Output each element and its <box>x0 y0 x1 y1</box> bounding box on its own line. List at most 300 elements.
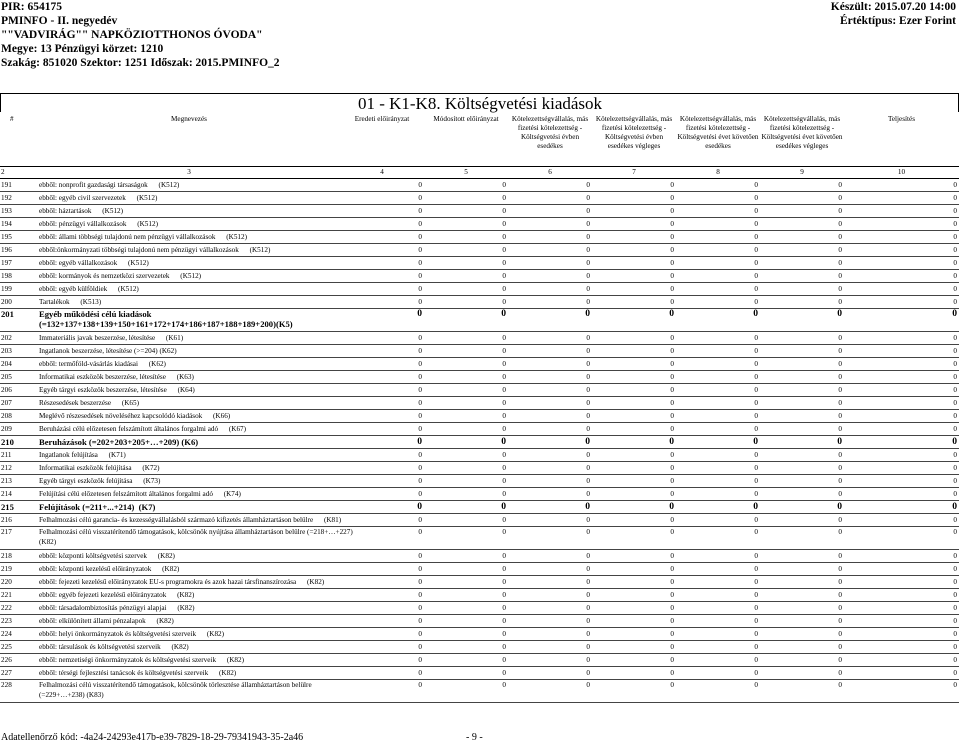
row-number: 192 <box>0 192 38 205</box>
row-value: 0 <box>424 384 508 397</box>
table-row <box>0 410 959 423</box>
row-number: 225 <box>0 641 38 654</box>
row-value: 0 <box>424 628 508 641</box>
row-value: 0 <box>592 602 676 615</box>
row-number: 212 <box>0 462 38 475</box>
row-value: 0 <box>424 475 508 488</box>
row-label-text: ebből: központi költségvetési szervek (K82) <box>39 552 175 560</box>
row-value: 0 <box>760 501 844 514</box>
row-value: 0 <box>508 680 592 703</box>
row-label <box>38 641 340 654</box>
row-value: 0 <box>676 296 760 309</box>
col-number: 5 <box>424 167 508 179</box>
row-value: 0 <box>676 371 760 384</box>
row-value: 0 <box>676 358 760 371</box>
row-value: 0 <box>676 514 760 527</box>
row-value: 0 <box>592 628 676 641</box>
row-value: 0 <box>676 527 760 550</box>
row-number: 222 <box>0 602 38 615</box>
row-value: 0 <box>340 283 424 296</box>
row-value: 0 <box>340 384 424 397</box>
row-value: 0 <box>424 602 508 615</box>
row-value: 0 <box>844 576 959 589</box>
row-value: 0 <box>844 501 959 514</box>
row-value: 0 <box>424 257 508 270</box>
header-line: Szakág: 851020 Szektor: 1251 Időszak: 2015.PMINFO_2 <box>1 57 280 69</box>
row-number: 219 <box>0 563 38 576</box>
row-value: 0 <box>676 205 760 218</box>
table-row <box>0 179 959 192</box>
row-number: 199 <box>0 283 38 296</box>
col-number: 3 <box>38 167 340 179</box>
row-label-text: Egyéb működési célú kiadások <box>39 309 152 319</box>
report-header-left <box>1 0 280 70</box>
row-value: 0 <box>676 257 760 270</box>
row-value: 0 <box>340 436 424 449</box>
row-value: 0 <box>340 576 424 589</box>
row-label-text: ebből: egyéb civil szervezetek (K512) <box>39 194 158 202</box>
row-value: 0 <box>340 501 424 514</box>
row-value: 0 <box>844 371 959 384</box>
row-value: 0 <box>508 550 592 563</box>
row-value: 0 <box>760 462 844 475</box>
row-label-text: Immateriális javak beszerzése, létesítése (K61) <box>39 334 184 342</box>
row-value: 0 <box>508 244 592 257</box>
row-value: 0 <box>508 667 592 680</box>
row-value: 0 <box>844 270 959 283</box>
row-value: 0 <box>340 397 424 410</box>
row-number: 215 <box>0 501 38 514</box>
row-label <box>38 192 340 205</box>
row-value: 0 <box>424 296 508 309</box>
row-value: 0 <box>760 475 844 488</box>
row-value: 0 <box>844 205 959 218</box>
row-value: 0 <box>424 283 508 296</box>
row-label <box>38 563 340 576</box>
row-value: 0 <box>844 602 959 615</box>
row-value: 0 <box>676 423 760 436</box>
row-value: 0 <box>844 410 959 423</box>
row-value: 0 <box>676 628 760 641</box>
row-value: 0 <box>676 615 760 628</box>
table-row <box>0 332 959 345</box>
row-value: 0 <box>844 667 959 680</box>
row-value: 0 <box>340 205 424 218</box>
row-value: 0 <box>340 192 424 205</box>
header-line: Értéktípus: Ezer Forint <box>839 15 956 27</box>
row-number: 220 <box>0 576 38 589</box>
row-value: 0 <box>760 667 844 680</box>
row-value: 0 <box>844 218 959 231</box>
row-value: 0 <box>424 527 508 550</box>
table-row <box>0 667 959 680</box>
row-value: 0 <box>844 192 959 205</box>
row-value: 0 <box>844 641 959 654</box>
row-label <box>38 296 340 309</box>
col-header-modified: Módosított előirányzat <box>433 115 499 123</box>
row-label-text: Felhalmozási célú visszatérítendő támogatások, kölcsönök nyújtása államháztartáson belülre (=218+…+227) <box>39 528 353 536</box>
row-value: 0 <box>508 475 592 488</box>
row-value: 0 <box>424 501 508 514</box>
row-label <box>38 218 340 231</box>
row-number: 207 <box>0 397 38 410</box>
row-value: 0 <box>340 218 424 231</box>
row-value: 0 <box>592 449 676 462</box>
table-row <box>0 218 959 231</box>
table-row <box>0 462 959 475</box>
row-value: 0 <box>676 654 760 667</box>
row-value: 0 <box>760 563 844 576</box>
row-number: 228 <box>0 680 38 703</box>
row-value: 0 <box>340 410 424 423</box>
row-value: 0 <box>508 358 592 371</box>
row-label-text: ebből: társadalombiztosítás pénzügyi alapjai (K82) <box>39 604 195 612</box>
row-label <box>38 244 340 257</box>
row-value: 0 <box>592 475 676 488</box>
row-value: 0 <box>424 192 508 205</box>
row-label-text: ebből: pénzügyi vállalkozások (K512) <box>39 220 158 228</box>
row-value: 0 <box>424 410 508 423</box>
table-row <box>0 397 959 410</box>
row-value: 0 <box>592 501 676 514</box>
row-number: 213 <box>0 475 38 488</box>
table-row <box>0 576 959 589</box>
row-value: 0 <box>340 231 424 244</box>
row-number: 191 <box>0 179 38 192</box>
row-value: 0 <box>340 309 424 332</box>
row-label <box>38 384 340 397</box>
row-value: 0 <box>760 205 844 218</box>
header-line: PIR: 654175 <box>1 1 63 13</box>
row-label-text: Felújítási célú előzetesen felszámított általános forgalmi adó (K74) <box>39 490 241 498</box>
row-value: 0 <box>424 654 508 667</box>
row-value: 0 <box>592 423 676 436</box>
row-label-text: Felhalmozási célú garancia- és kezességvállalásból származó kifizetés államháztartáson belülre (K81) <box>39 516 342 524</box>
row-value: 0 <box>592 667 676 680</box>
col-number: 10 <box>844 167 959 179</box>
row-value: 0 <box>424 589 508 602</box>
row-value: 0 <box>424 680 508 703</box>
row-label <box>38 550 340 563</box>
row-value: 0 <box>592 192 676 205</box>
row-value: 0 <box>424 218 508 231</box>
row-label <box>38 332 340 345</box>
table-row <box>0 231 959 244</box>
row-value: 0 <box>592 488 676 501</box>
row-value: 0 <box>760 514 844 527</box>
row-number: 224 <box>0 628 38 641</box>
row-value: 0 <box>760 257 844 270</box>
row-label-text: Egyéb tárgyi eszközök felújítása (K73) <box>39 477 161 485</box>
row-value: 0 <box>676 576 760 589</box>
row-value: 0 <box>424 576 508 589</box>
row-value: 0 <box>508 589 592 602</box>
row-value: 0 <box>844 257 959 270</box>
row-value: 0 <box>844 296 959 309</box>
report-title: 01 - K1-K8. Költségvetési kiadások <box>357 94 603 113</box>
row-value: 0 <box>592 179 676 192</box>
header-line: Megye: 13 Pénzügyi körzet: 1210 <box>1 43 164 55</box>
col-number: 9 <box>760 167 844 179</box>
row-value: 0 <box>508 283 592 296</box>
table-row <box>0 680 959 703</box>
row-label <box>38 179 340 192</box>
row-value: 0 <box>340 270 424 283</box>
row-value: 0 <box>676 244 760 257</box>
header-line: Készült: 2015.07.20 14:00 <box>830 1 956 13</box>
row-value: 0 <box>676 231 760 244</box>
row-value: 0 <box>592 283 676 296</box>
table-row <box>0 436 959 449</box>
row-value: 0 <box>508 192 592 205</box>
row-number: 217 <box>0 527 38 550</box>
row-value: 0 <box>760 654 844 667</box>
row-value: 0 <box>676 501 760 514</box>
row-value: 0 <box>676 550 760 563</box>
row-value: 0 <box>592 244 676 257</box>
table-row <box>0 283 959 296</box>
row-value: 0 <box>424 179 508 192</box>
row-number: 204 <box>0 358 38 371</box>
table-row <box>0 589 959 602</box>
header-line: ""VADVIRÁG"" NAPKÖZIOTTHONOS ÓVODA" <box>1 29 263 41</box>
row-value: 0 <box>508 527 592 550</box>
row-label-text-cont: (K82) <box>39 538 57 546</box>
row-label-text: ebből: fejezeti kezelésű előirányzatok EU-s programokra és azok hazai társfinanszírozása (K82) <box>39 578 325 586</box>
col-header-c8: Kötelezettségvállalás, más fizetési kötelezettség - Költségvetési évet követően esedékes végleges <box>761 115 843 150</box>
row-label-text: Egyéb tárgyi eszközök beszerzése, létesítése (K64) <box>39 386 195 394</box>
row-value: 0 <box>844 488 959 501</box>
row-value: 0 <box>592 397 676 410</box>
row-number: 198 <box>0 270 38 283</box>
row-value: 0 <box>508 576 592 589</box>
row-value: 0 <box>844 628 959 641</box>
row-value: 0 <box>508 628 592 641</box>
page-number: - 9 - <box>466 732 483 743</box>
row-value: 0 <box>508 641 592 654</box>
row-value: 0 <box>508 410 592 423</box>
row-value: 0 <box>508 514 592 527</box>
row-label <box>38 397 340 410</box>
row-label-text: ebből: állami többségi tulajdonú nem pénzügyi vállalkozások (K512) <box>39 233 247 241</box>
col-header-c5: Kötelezettségvállalás, más fizetési kötelezettség - Költségvetési évben esedékes <box>511 115 589 150</box>
col-header-c7: Kötelezettségvállalás, más fizetési kötelezettség - Költségvetési évet követően esedékes <box>677 115 759 150</box>
row-value: 0 <box>508 436 592 449</box>
row-label-text: Részesedések beszerzése (K65) <box>39 399 139 407</box>
column-number-row <box>0 167 959 179</box>
row-value: 0 <box>424 550 508 563</box>
row-value: 0 <box>508 205 592 218</box>
row-number: 196 <box>0 244 38 257</box>
row-value: 0 <box>592 576 676 589</box>
row-value: 0 <box>508 371 592 384</box>
table-row <box>0 358 959 371</box>
col-header-original: Eredeti előirányzat <box>354 115 410 123</box>
row-value: 0 <box>340 296 424 309</box>
row-value: 0 <box>676 563 760 576</box>
table-row <box>0 514 959 527</box>
row-value: 0 <box>508 563 592 576</box>
row-value: 0 <box>760 283 844 296</box>
table-row <box>0 192 959 205</box>
row-label <box>38 410 340 423</box>
row-value: 0 <box>340 628 424 641</box>
row-value: 0 <box>508 218 592 231</box>
row-value: 0 <box>760 358 844 371</box>
row-label <box>38 371 340 384</box>
row-number: 201 <box>0 309 38 332</box>
row-value: 0 <box>508 332 592 345</box>
row-label <box>38 628 340 641</box>
row-value: 0 <box>424 270 508 283</box>
row-value: 0 <box>592 371 676 384</box>
row-value: 0 <box>340 423 424 436</box>
row-label <box>38 436 340 449</box>
row-value: 0 <box>844 309 959 332</box>
row-value: 0 <box>676 309 760 332</box>
row-value: 0 <box>592 205 676 218</box>
table-row <box>0 270 959 283</box>
row-value: 0 <box>844 332 959 345</box>
row-label <box>38 615 340 628</box>
row-label <box>38 345 340 358</box>
row-value: 0 <box>676 449 760 462</box>
row-label-text: ebből: helyi önkormányzatok és költségvetési szerveik (K82) <box>39 630 225 638</box>
row-value: 0 <box>760 641 844 654</box>
row-value: 0 <box>676 436 760 449</box>
row-value: 0 <box>844 589 959 602</box>
row-value: 0 <box>424 397 508 410</box>
row-value: 0 <box>340 488 424 501</box>
row-label-text-cont: (=229+…+238) (K83) <box>39 691 104 699</box>
table-row <box>0 371 959 384</box>
row-value: 0 <box>760 192 844 205</box>
row-label <box>38 488 340 501</box>
row-label-text: Beruházások (=202+203+205+…+209) (K6) <box>39 437 199 447</box>
table-row <box>0 602 959 615</box>
row-value: 0 <box>508 231 592 244</box>
row-value: 0 <box>508 501 592 514</box>
row-value: 0 <box>676 270 760 283</box>
row-value: 0 <box>760 410 844 423</box>
row-number: 197 <box>0 257 38 270</box>
row-value: 0 <box>508 602 592 615</box>
row-label-text: Informatikai eszközök felújítása (K72) <box>39 464 160 472</box>
row-value: 0 <box>340 371 424 384</box>
row-value: 0 <box>592 514 676 527</box>
row-value: 0 <box>844 449 959 462</box>
table-row <box>0 615 959 628</box>
row-value: 0 <box>844 475 959 488</box>
row-value: 0 <box>424 371 508 384</box>
table-row <box>0 309 959 332</box>
table-row <box>0 550 959 563</box>
row-value: 0 <box>340 654 424 667</box>
row-number: 195 <box>0 231 38 244</box>
row-label <box>38 527 353 550</box>
row-value: 0 <box>424 436 508 449</box>
row-value: 0 <box>676 475 760 488</box>
row-value: 0 <box>676 192 760 205</box>
row-number: 200 <box>0 296 38 309</box>
row-value: 0 <box>340 332 424 345</box>
row-value: 0 <box>340 462 424 475</box>
row-number: 209 <box>0 423 38 436</box>
row-value: 0 <box>340 257 424 270</box>
row-value: 0 <box>760 423 844 436</box>
row-value: 0 <box>844 462 959 475</box>
row-value: 0 <box>676 218 760 231</box>
row-value: 0 <box>676 384 760 397</box>
row-value: 0 <box>340 514 424 527</box>
row-value: 0 <box>508 654 592 667</box>
row-number: 211 <box>0 449 38 462</box>
row-label-text: ebből: kormányok és nemzetközi szervezetek (K512) <box>39 272 202 280</box>
row-label <box>38 667 340 680</box>
report-header-right <box>831 0 956 28</box>
row-value: 0 <box>760 628 844 641</box>
row-value: 0 <box>844 384 959 397</box>
row-value: 0 <box>760 270 844 283</box>
row-label <box>38 358 340 371</box>
row-value: 0 <box>592 436 676 449</box>
row-value: 0 <box>592 332 676 345</box>
row-label <box>38 576 340 589</box>
row-value: 0 <box>760 345 844 358</box>
row-value: 0 <box>676 462 760 475</box>
row-label <box>38 423 340 436</box>
row-number: 226 <box>0 654 38 667</box>
row-value: 0 <box>508 296 592 309</box>
row-value: 0 <box>508 423 592 436</box>
row-value: 0 <box>340 449 424 462</box>
row-value: 0 <box>592 550 676 563</box>
row-label <box>38 680 340 703</box>
row-label-text: Ingatlanok beszerzése, létesítése (>=204) (K62) <box>39 347 177 355</box>
row-value: 0 <box>844 423 959 436</box>
row-value: 0 <box>844 680 959 703</box>
row-label-text: Tartalékok (K513) <box>39 298 102 306</box>
row-value: 0 <box>424 462 508 475</box>
row-value: 0 <box>760 602 844 615</box>
row-number: 218 <box>0 550 38 563</box>
row-value: 0 <box>424 205 508 218</box>
row-label-text: Ingatlanok felújítása (K71) <box>39 451 126 459</box>
row-value: 0 <box>340 602 424 615</box>
row-value: 0 <box>424 358 508 371</box>
table-row <box>0 296 959 309</box>
row-value: 0 <box>844 244 959 257</box>
row-value: 0 <box>676 641 760 654</box>
row-value: 0 <box>592 615 676 628</box>
col-header-fulfilment: Teljesítés <box>887 115 916 123</box>
row-value: 0 <box>844 345 959 358</box>
row-label-text: ebből: háztartások (K512) <box>39 207 124 215</box>
row-value: 0 <box>424 309 508 332</box>
row-label-text: ebből: térségi fejlesztési tanácsok és költségvetési szerveik (K82) <box>39 669 237 677</box>
row-value: 0 <box>760 244 844 257</box>
row-number: 216 <box>0 514 38 527</box>
row-value: 0 <box>844 358 959 371</box>
row-value: 0 <box>760 296 844 309</box>
row-value: 0 <box>844 527 959 550</box>
row-value: 0 <box>424 244 508 257</box>
row-value: 0 <box>760 550 844 563</box>
col-number: 6 <box>508 167 592 179</box>
row-value: 0 <box>592 296 676 309</box>
row-label-text: ebből: nemzetiségi önkormányzatok és költségvetési szerveik (K82) <box>39 656 244 664</box>
row-value: 0 <box>844 550 959 563</box>
